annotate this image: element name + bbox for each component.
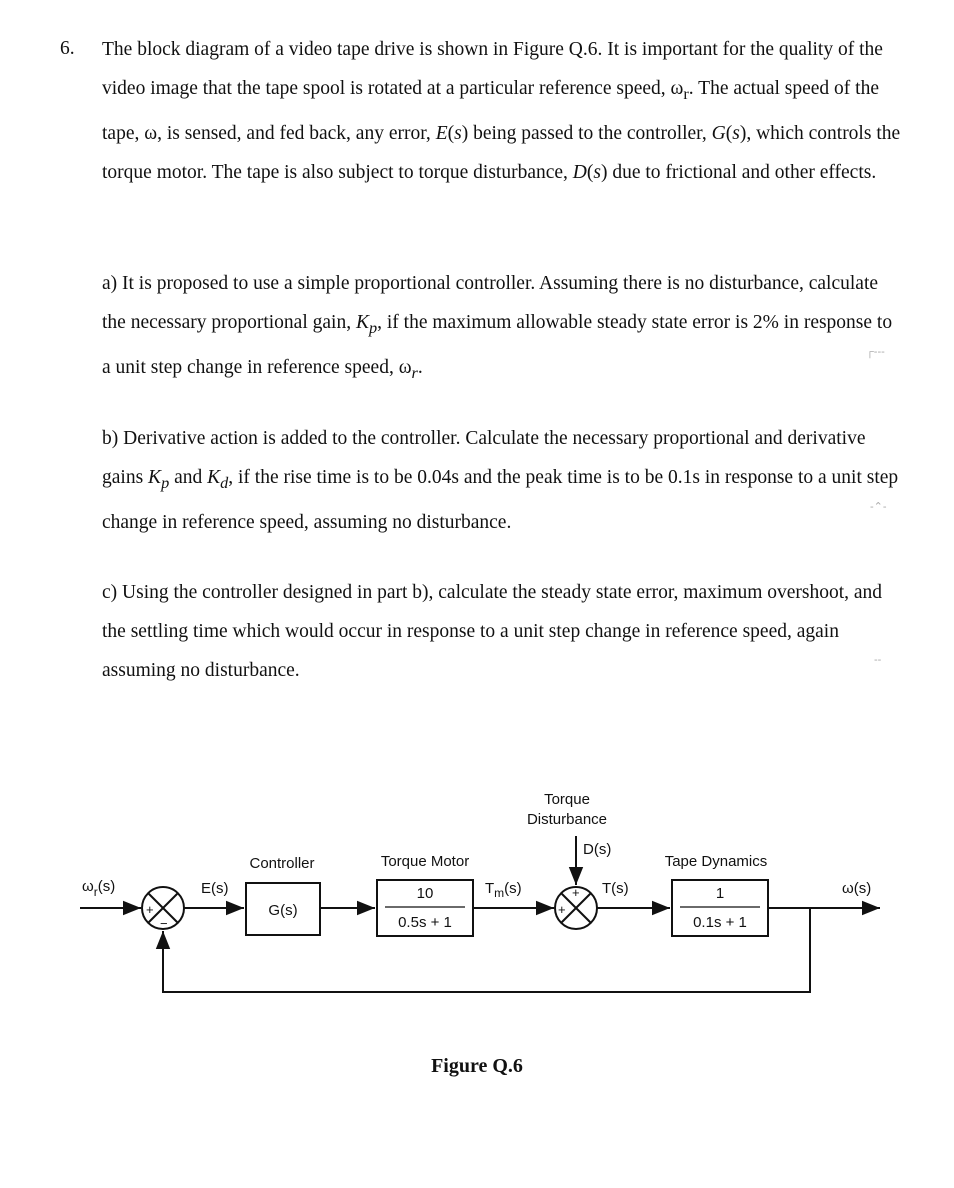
margin-mark-b: ‑⌃‑ (870, 501, 887, 513)
motor-torque-label: $T_m(s)$ (485, 880, 522, 900)
text-run: ( (725, 122, 733, 144)
text-run: . The actual speed of the tape, ω, is sensed, and fed back, any error, (102, 78, 879, 144)
text-run: ), which controls the torque motor. The tape is also subject to torque disturbance, (102, 122, 901, 183)
text-run: K (148, 467, 162, 488)
text-run: G (711, 122, 726, 144)
part-c-text (102, 573, 902, 690)
part-b-text (102, 419, 902, 542)
sum1-plus-sign: + (146, 902, 154, 917)
text-run: ( (447, 122, 455, 144)
text-run: a) It is proposed to use a simple proportional controller. Assuming there is no disturbance, calculate the necessary proportional gain, (102, 273, 879, 333)
controller-tf: G(s) (268, 902, 298, 919)
tape-denominator: 0.1s + 1 (693, 914, 747, 931)
text-run: , if the maximum allowable steady state error is 2% in response to a unit step change in reference speed, ω (102, 312, 893, 378)
text-run: r (683, 84, 689, 103)
text-run: The block diagram of a video tape drive is shown in Figure Q.6. It is important for the quality of the video image that the tape spool is rotated at a particular reference speed, ω (102, 39, 883, 99)
text-run: p (368, 318, 378, 337)
torque-motor-title: Torque Motor (380, 853, 470, 870)
text-run: s (593, 161, 601, 183)
torque-motor-denominator: 0.5s + 1 (398, 914, 452, 931)
margin-mark-c: ‑‑ (874, 654, 882, 666)
text-run: E (435, 122, 448, 144)
text-run: K (355, 312, 369, 333)
controller-title: Controller (249, 855, 315, 872)
tape-torque-label: T(s) (602, 880, 629, 897)
margin-mark-a: ┌‑‑‑ (866, 346, 885, 358)
text-run: . (417, 356, 423, 378)
tape-dynamics-title: Tape Dynamics (664, 853, 768, 870)
question-number: 6. (60, 38, 75, 59)
sum1-minus-sign: − (160, 916, 168, 931)
text-run: d (220, 473, 229, 492)
text-run: ) being passed to the controller, (461, 122, 712, 144)
part-a-text (102, 264, 902, 393)
error-label: E(s) (201, 880, 229, 897)
disturbance-title-2: Disturbance (526, 811, 608, 828)
output-label: ω(s) (842, 880, 872, 897)
text-run: K (207, 467, 221, 488)
text-run: s (732, 122, 740, 144)
text-run: ( (586, 161, 594, 183)
sum2-plus-top: + (572, 885, 580, 900)
text-run: b) Derivative action is added to the controller. Calculate the necessary proportional and derivative gains (102, 428, 866, 488)
input-label: $\omega_r(s)$ (82, 878, 116, 899)
tape-numerator: 1 (715, 885, 725, 902)
disturbance-label: D(s) (583, 841, 612, 858)
text-run: and (169, 467, 208, 488)
text-run: c) Using the controller designed in part b), calculate the steady state error, maximum overshoot, and the settling time which would occur in response to a unit step change in reference speed, again assuming no disturbance. (102, 582, 883, 681)
figure-caption: Figure Q.6 (431, 1055, 523, 1077)
text-run: ) due to frictional and other effects. (600, 161, 877, 183)
text-run: s (454, 122, 462, 144)
text-run: , if the rise time is to be 0.04s and the peak time is to be 0.1s in response to a unit step change in reference speed, assuming no disturbance. (102, 467, 899, 533)
block-diagram (0, 770, 954, 1010)
text-run: p (161, 473, 170, 492)
question-intro (102, 30, 902, 192)
sum2-plus-left: + (558, 902, 566, 917)
torque-motor-numerator: 10 (416, 885, 434, 902)
disturbance-title-1: Torque (544, 791, 590, 808)
text-run: D (572, 161, 587, 183)
text-run: r (411, 363, 418, 382)
